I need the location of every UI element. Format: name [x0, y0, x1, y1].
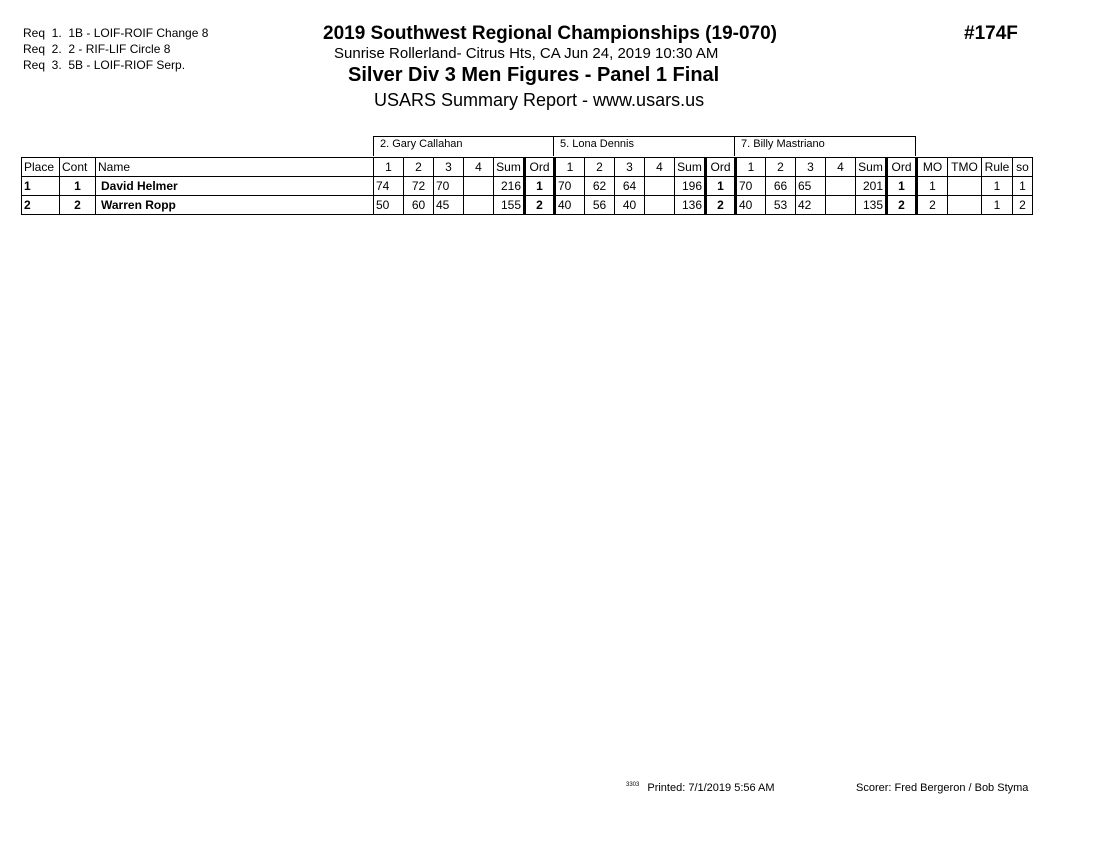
- cell-cont: 1: [60, 177, 96, 196]
- requirement-1: Req 1. 1B - LOIF-ROIF Change 8: [23, 26, 209, 40]
- cell-j1-s2: 72: [404, 177, 434, 196]
- cell-j3-s1: 40: [736, 196, 766, 215]
- cell-j3-s1: 70: [736, 177, 766, 196]
- col-j1-s3: 3: [434, 158, 464, 177]
- cell-tmo: [948, 177, 982, 196]
- cell-j1-s3: 45: [434, 196, 464, 215]
- table-row: [22, 177, 1033, 196]
- judge-header-1: 2. Gary Callahan: [373, 136, 554, 156]
- cell-so: 2: [1013, 196, 1033, 215]
- cell-cont: 2: [60, 196, 96, 215]
- scorer-footer: Scorer: Fred Bergeron / Bob Styma: [856, 782, 1029, 794]
- cell-tmo: [948, 196, 982, 215]
- cell-j2-s3: 64: [615, 177, 645, 196]
- col-j1-s4: 4: [464, 158, 494, 177]
- col-j2-s3: 3: [615, 158, 645, 177]
- cell-j2-s1: 70: [555, 177, 585, 196]
- results-table: [21, 157, 1033, 215]
- col-j2-ord: Ord: [706, 158, 736, 177]
- col-j3-ord: Ord: [887, 158, 917, 177]
- col-cont: Cont: [60, 158, 96, 177]
- cell-j2-ord: 2: [706, 196, 736, 215]
- col-j1-ord: Ord: [525, 158, 555, 177]
- cell-name: David Helmer: [96, 177, 374, 196]
- col-j3-s2: 2: [766, 158, 796, 177]
- table-row: [22, 196, 1033, 215]
- cell-j3-ord: 2: [887, 196, 917, 215]
- cell-j3-sum: 201: [856, 177, 887, 196]
- col-j2-sum: Sum: [675, 158, 706, 177]
- requirement-3: Req 3. 5B - LOIF-RIOF Serp.: [23, 58, 186, 72]
- cell-j2-s2: 56: [585, 196, 615, 215]
- cell-j1-ord: 1: [525, 177, 555, 196]
- cell-j2-s1: 40: [555, 196, 585, 215]
- cell-j1-ord: 2: [525, 196, 555, 215]
- requirement-2: Req 2. 2 - RIF-LIF Circle 8: [23, 42, 171, 56]
- col-j2-s4: 4: [645, 158, 675, 177]
- col-j2-s1: 1: [555, 158, 585, 177]
- cell-j3-s4: [826, 177, 856, 196]
- cell-j1-s4: [464, 177, 494, 196]
- cell-j2-s2: 62: [585, 177, 615, 196]
- col-so: so: [1013, 158, 1033, 177]
- cell-j3-s3: 65: [796, 177, 826, 196]
- cell-so: 1: [1013, 177, 1033, 196]
- cell-j1-s1: 50: [374, 196, 404, 215]
- cell-j1-s4: [464, 196, 494, 215]
- footer-tiny-code: 3303: [626, 782, 640, 789]
- col-j1-s1: 1: [374, 158, 404, 177]
- cell-j2-s3: 40: [615, 196, 645, 215]
- cell-j2-sum: 136: [675, 196, 706, 215]
- cell-j2-s4: [645, 196, 675, 215]
- cell-name: Warren Ropp: [96, 196, 374, 215]
- event-location-date: Sunrise Rollerland- Citrus Hts, CA Jun 24, 2019 10:30 AM: [334, 45, 719, 62]
- cell-j2-ord: 1: [706, 177, 736, 196]
- col-name: Name: [96, 158, 374, 177]
- judge-header-2: 5. Lona Dennis: [553, 136, 735, 156]
- cell-mo: 1: [917, 177, 948, 196]
- col-rule: Rule: [982, 158, 1013, 177]
- judge-header-3: 7. Billy Mastriano: [734, 136, 916, 156]
- cell-place: 1: [22, 177, 60, 196]
- printed-footer: [626, 782, 775, 794]
- col-j3-sum: Sum: [856, 158, 887, 177]
- division-title: Silver Div 3 Men Figures - Panel 1 Final: [348, 64, 720, 86]
- cell-j2-sum: 196: [675, 177, 706, 196]
- cell-j3-s2: 66: [766, 177, 796, 196]
- report-title: USARS Summary Report - www.usars.us: [374, 90, 705, 110]
- col-tmo: TMO: [948, 158, 982, 177]
- cell-j3-s4: [826, 196, 856, 215]
- cell-rule: 1: [982, 196, 1013, 215]
- col-j3-s4: 4: [826, 158, 856, 177]
- cell-j1-sum: 155: [494, 196, 525, 215]
- cell-j3-s3: 42: [796, 196, 826, 215]
- cell-j3-ord: 1: [887, 177, 917, 196]
- cell-j1-s2: 60: [404, 196, 434, 215]
- cell-j3-sum: 135: [856, 196, 887, 215]
- event-title: 2019 Southwest Regional Championships (19-070): [323, 23, 777, 44]
- col-j2-s2: 2: [585, 158, 615, 177]
- table-header-row: [22, 158, 1033, 177]
- cell-j1-s1: 74: [374, 177, 404, 196]
- printed-timestamp: Printed: 7/1/2019 5:56 AM: [647, 782, 775, 794]
- col-j3-s3: 3: [796, 158, 826, 177]
- cell-j2-s4: [645, 177, 675, 196]
- col-j3-s1: 1: [736, 158, 766, 177]
- cell-rule: 1: [982, 177, 1013, 196]
- event-code: #174F: [964, 23, 1018, 44]
- col-j1-sum: Sum: [494, 158, 525, 177]
- requirements-list: [23, 25, 208, 73]
- col-j1-s2: 2: [404, 158, 434, 177]
- cell-place: 2: [22, 196, 60, 215]
- cell-j3-s2: 53: [766, 196, 796, 215]
- col-mo: MO: [917, 158, 948, 177]
- col-place: Place: [22, 158, 60, 177]
- cell-j1-sum: 216: [494, 177, 525, 196]
- cell-mo: 2: [917, 196, 948, 215]
- cell-j1-s3: 70: [434, 177, 464, 196]
